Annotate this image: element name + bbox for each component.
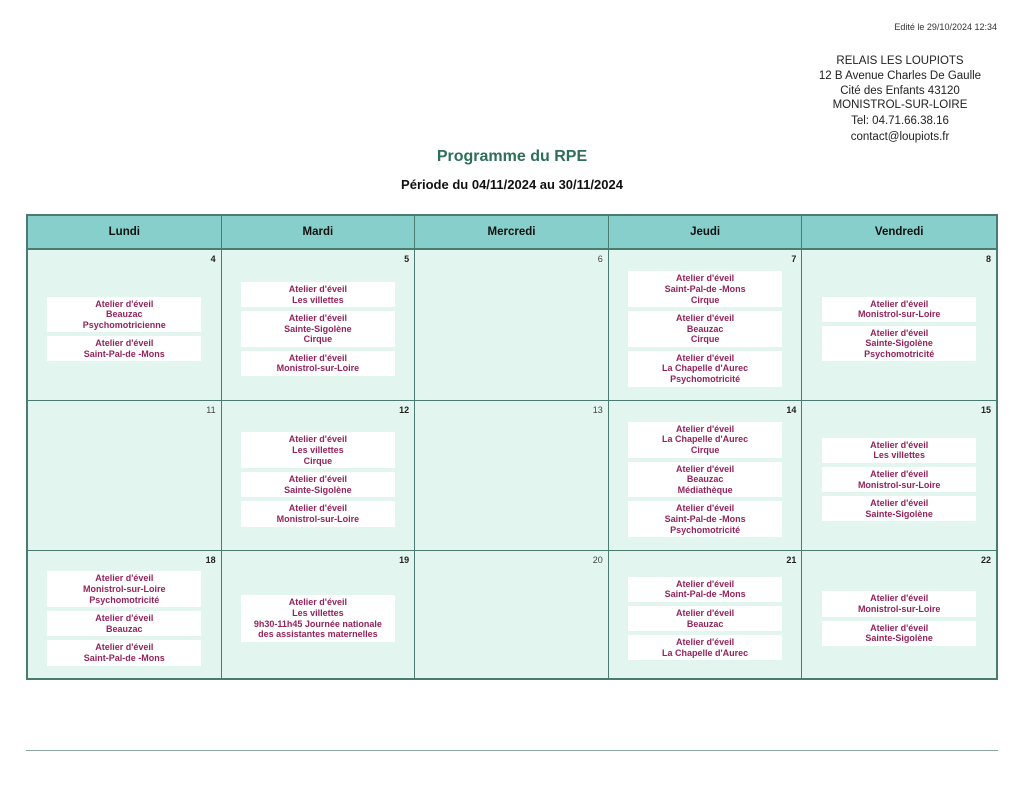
address-line: RELAIS LES LOUPIOTS	[836, 55, 964, 67]
event-detail: Psychomotricienne	[82, 319, 166, 330]
event-detail: Saint-Pal-de -Mons	[664, 513, 746, 524]
event-title: Atelier d'éveil	[676, 607, 735, 618]
event-detail: Cirque	[690, 445, 720, 456]
event-detail: La Chapelle d'Aurec	[662, 434, 749, 445]
event-title: Atelier d'éveil	[676, 352, 735, 363]
event-title: Atelier d'éveil	[676, 503, 735, 514]
event-card	[822, 591, 976, 616]
event-title: Atelier d'éveil	[870, 498, 929, 509]
event-detail: des assistantes maternelles	[258, 629, 378, 640]
event-detail: Médiathèque	[677, 484, 733, 495]
event-title: Atelier d'éveil	[288, 313, 347, 324]
event-title: Atelier d'éveil	[676, 463, 735, 474]
event-title: Atelier d'éveil	[870, 327, 929, 338]
event-detail: Cirque	[690, 294, 720, 305]
day-number: 22	[980, 555, 991, 565]
day-number: 15	[980, 405, 991, 415]
event-detail: Beauzac	[106, 623, 143, 634]
event-card	[628, 351, 782, 387]
day-number: 8	[985, 254, 991, 264]
event-title: Atelier d'éveil	[870, 622, 929, 633]
event-detail: Monistrol-sur-Loire	[857, 309, 941, 320]
event-detail: Cirque	[690, 334, 720, 345]
event-card	[47, 640, 201, 665]
event-detail: Sainte-Sigolène	[865, 338, 933, 349]
event-detail: Les villettes	[873, 450, 925, 461]
event-card	[47, 611, 201, 636]
event-detail: Sainte-Sigolène	[865, 508, 933, 519]
event-detail: Sainte-Sigolène	[865, 633, 933, 644]
day-header: Lundi	[28, 216, 222, 250]
event-card	[822, 467, 976, 492]
event-detail: Beauzac	[686, 323, 724, 334]
address-line: 12 B Avenue Charles De Gaulle	[818, 69, 982, 82]
event-card	[241, 311, 395, 347]
event-card	[47, 571, 201, 607]
event-card	[628, 271, 782, 307]
event-card	[822, 496, 976, 521]
event-title: Atelier d'éveil	[95, 642, 154, 653]
event-detail: Beauzac	[686, 618, 724, 629]
event-card	[628, 577, 782, 602]
event-title: Atelier d'éveil	[288, 352, 347, 363]
event-card	[241, 501, 395, 526]
calendar-cell	[609, 401, 803, 551]
event-title: Atelier d'éveil	[870, 468, 929, 479]
calendar-cell	[222, 551, 416, 678]
event-detail: Monistrol-sur-Loire	[83, 584, 166, 595]
event-card	[628, 635, 782, 660]
address-line: Cité des Enfants 43120	[840, 84, 960, 97]
event-title: Atelier d'éveil	[288, 597, 347, 608]
day-number: 4	[210, 254, 216, 264]
day-header: Vendredi	[802, 216, 996, 250]
event-detail: Beauzac	[686, 474, 724, 485]
calendar-cell	[28, 551, 222, 678]
day-number: 6	[597, 254, 603, 264]
calendar-cell	[415, 401, 609, 551]
event-detail: Sainte-Sigolène	[284, 323, 352, 334]
event-detail: Saint-Pal-de -Mons	[664, 283, 746, 294]
event-card	[822, 326, 976, 362]
event-card	[47, 297, 201, 333]
event-detail: Sainte-Sigolène	[284, 484, 352, 495]
calendar-cell	[28, 401, 222, 551]
bottom-divider	[26, 750, 998, 751]
event-card	[822, 438, 976, 463]
calendar-cell	[609, 250, 803, 401]
calendar-cell	[222, 250, 416, 401]
calendar-cell	[28, 250, 222, 401]
event-card	[628, 462, 782, 498]
event-card	[628, 606, 782, 631]
event-card	[241, 282, 395, 307]
event-title: Atelier d'éveil	[676, 273, 735, 284]
address-line: MONISTROL-SUR-LOIRE	[832, 99, 968, 112]
event-card	[47, 336, 201, 361]
event-card	[822, 297, 976, 322]
day-number: 13	[592, 405, 603, 415]
event-card	[241, 595, 395, 641]
calendar-cell	[609, 551, 803, 678]
calendar-grid	[26, 214, 998, 680]
event-detail: Beauzac	[106, 309, 143, 320]
event-title: Atelier d'éveil	[676, 637, 735, 648]
event-title: Atelier d'éveil	[288, 434, 347, 445]
calendar-cell	[802, 551, 996, 678]
event-detail: Monistrol-sur-Loire	[857, 479, 941, 490]
event-title: Atelier d'éveil	[870, 439, 929, 450]
day-header: Mercredi	[415, 216, 609, 250]
calendar-cell	[415, 551, 609, 678]
event-detail: Psychomotricité	[670, 374, 741, 385]
event-title: Atelier d'éveil	[676, 313, 735, 324]
address-block	[800, 54, 1000, 145]
day-header: Jeudi	[609, 216, 803, 250]
event-detail: Monistrol-sur-Loire	[276, 363, 360, 374]
event-detail: Les villettes	[292, 607, 344, 618]
edited-timestamp: Edité le 29/10/2024 12:34	[894, 22, 997, 32]
event-detail: Les villettes	[292, 445, 344, 456]
day-number: 21	[786, 555, 797, 565]
event-detail: Saint-Pal-de -Mons	[83, 348, 165, 359]
event-title: Atelier d'éveil	[870, 593, 929, 604]
day-number: 11	[206, 405, 216, 415]
event-title: Atelier d'éveil	[288, 283, 347, 294]
event-title: Atelier d'éveil	[870, 298, 929, 309]
event-detail: Les villettes	[292, 294, 344, 305]
calendar-cell	[222, 401, 416, 551]
event-detail: Monistrol-sur-Loire	[276, 513, 360, 524]
event-card	[241, 472, 395, 497]
day-number: 14	[786, 405, 797, 415]
day-number: 18	[205, 555, 216, 565]
event-detail: Cirque	[303, 455, 333, 466]
event-detail: Saint-Pal-de -Mons	[83, 652, 165, 663]
page-title: Programme du RPE	[436, 148, 588, 165]
event-detail: La Chapelle d'Aurec	[662, 363, 749, 374]
address-email: contact@loupiots.fr	[850, 130, 950, 143]
event-title: Atelier d'éveil	[95, 298, 154, 309]
day-number: 19	[399, 555, 410, 565]
event-card	[628, 311, 782, 347]
event-title: Atelier d'éveil	[288, 474, 347, 485]
event-title: Atelier d'éveil	[95, 573, 154, 584]
event-card	[822, 621, 976, 646]
event-detail: Monistrol-sur-Loire	[857, 603, 941, 614]
event-detail: Cirque	[303, 334, 333, 345]
event-detail: La Chapelle d'Aurec	[662, 647, 749, 658]
event-detail: Psychomotricité	[670, 524, 741, 535]
day-number: 7	[791, 254, 797, 264]
period-subtitle: Période du 04/11/2024 au 30/11/2024	[401, 177, 623, 192]
event-title: Atelier d'éveil	[95, 338, 154, 349]
event-detail: 9h30-11h45 Journée nationale	[253, 618, 382, 629]
calendar-cell	[802, 401, 996, 551]
event-detail: Psychomotricité	[89, 594, 160, 605]
event-title: Atelier d'éveil	[95, 613, 154, 624]
event-title: Atelier d'éveil	[288, 503, 347, 514]
event-card	[628, 422, 782, 458]
event-card	[241, 351, 395, 376]
calendar-cell	[415, 250, 609, 401]
event-card	[241, 432, 395, 468]
event-card	[628, 501, 782, 537]
event-title: Atelier d'éveil	[676, 578, 735, 589]
event-detail: Saint-Pal-de -Mons	[664, 589, 746, 600]
event-title: Atelier d'éveil	[676, 423, 735, 434]
day-number: 20	[592, 555, 603, 565]
event-detail: Psychomotricité	[864, 348, 935, 359]
day-number: 5	[404, 254, 410, 264]
day-number: 12	[399, 405, 410, 415]
calendar-cell	[802, 250, 996, 401]
day-header: Mardi	[222, 216, 416, 250]
address-phone: Tel: 04.71.66.38.16	[851, 115, 949, 128]
